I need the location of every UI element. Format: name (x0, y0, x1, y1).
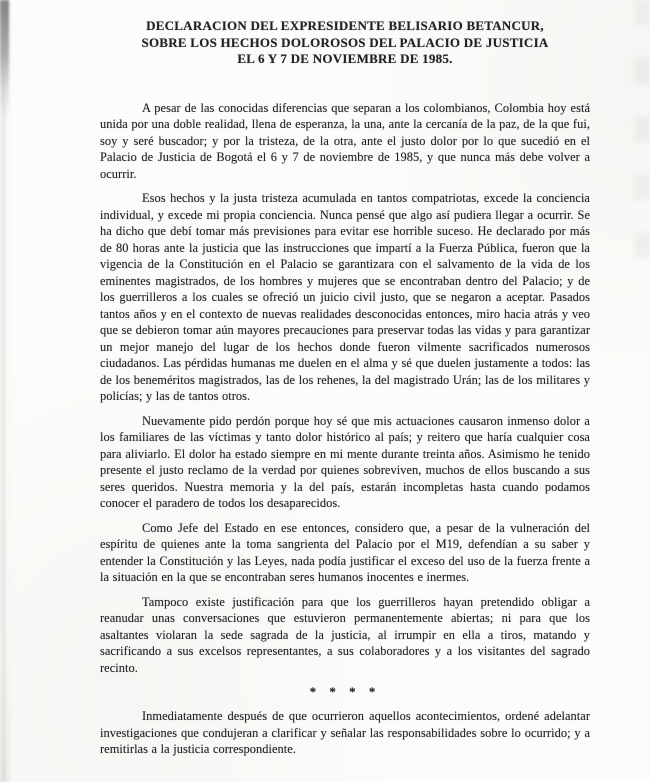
paragraph-4: Como Jefe del Estado en ese entonces, considero que, a pesar de la vulneración del espíritu de quienes ante la toma sangrienta del Palacio por el M19, defendían a su saber y entender la Constitución y las Leyes, nada podía justificar el exceso del uso de la fuerza frente a la situación en la que se encontraban seres humanos inocentes e inermes. (100, 520, 590, 584)
scan-artifact-right-smudge (634, 0, 650, 260)
document-content (100, 18, 590, 766)
scan-artifact-bottom-left-smudge (0, 662, 10, 782)
paragraph-3: Nuevamente pido perdón porque hoy sé que mis actuaciones causaron inmenso dolor a los familiares de las víctimas y tanto dolor histórico al país; y reitero que haría cualquier cosa para aliviarlo. El dolor ha estado siempre en mi mente durante treinta años. Asimismo he tenido presente el justo reclamo de la verdad por quienes sobreviven, muchos de ellos buscando a sus seres queridos. Nuestra memoria y la del país, estarán incompletas hasta cuando podamos conocer el paradero de todos los desaparecidos. (100, 413, 590, 510)
paragraph-5: Tampoco existe justificación para que los guerrilleros hayan pretendido obligar a reanudar unas conversaciones que estuvieron permanentemente abiertas; ni para que los asaltantes violaran la sede sagrada de la justicia, al irrumpir en ella a tiros, matando y sacrificando a sus excelsos representantes, a sus colaboradores y a los visitantes del sagrado recinto. (100, 594, 590, 675)
title-line-1: DECLARACION DEL EXPRESIDENTE BELISARIO BETANCUR, (146, 18, 544, 33)
paragraph-2: Esos hechos y la justa tristeza acumulada en tantos compatriotas, excede la conciencia individual, y excede mi propia conciencia. Nunca pensé que algo así pudiera llegar a ocurrir. Se ha dicho que debí tomar más previsiones para evitar ese horrible suceso. He declarado por más de 80 horas ante la justicia que las instrucciones que impartí a la Fuerza Pública, fueron que la vigencia de la Constitución en el Palacio se garantizara con el salvamento de la vida de los eminentes magistrados, de los hombres y mujeres que se encontraban dentro del Palacio; y de los guerrilleros a los cuales se ofreció un juicio civil justo, que se negaron a aceptar. Pasados tantos años y en el contexto de nuevas realidades desconocidas entonces, miro hacia atrás y veo que se debieron tomar aún mayores precauciones para preservar todas las vidas y para garantizar un mejor manejo del lugar de los hechos donde fueron vilmente sacrificados numerosos ciudadanos. Las pérdidas humanas me duelen en el alma y sé que duelen justamente a todos: las de los beneméritos magistrados, las de los rehenes, la del magistrado Urán; las de los militares y policías; y las de tantos otros. (100, 191, 590, 403)
title-line-3: EL 6 Y 7 DE NOVIEMBRE DE 1985. (237, 51, 453, 66)
paragraph-6: Inmediatamente después de que ocurrieron aquellos acontecimientos, ordené adelantar investigaciones que condujeran a clarificar y señalar las responsabilidades sobre lo ocurrido; y a remitirlas a la justicia correspondiente. (100, 709, 590, 756)
paragraph-1: A pesar de las conocidas diferencias que separan a los colombianos, Colombia hoy está unida por una doble realidad, llena de esperanza, la una, ante la cercanía de la paz, de la que fui, soy y seré buscador; y por la tristeza, de la otra, ante el justo dolor por lo que sucedió en el Palacio de Justicia de Bogotá el 6 y 7 de noviembre de 1985, y que nunca más debe volver a ocurrir. (100, 100, 590, 181)
document-title (100, 18, 590, 68)
asterisk-separator: * * * * (309, 684, 381, 699)
title-line-2: SOBRE LOS HECHOS DOLOROSOS DEL PALACIO DE JUSTICIA (141, 34, 549, 50)
